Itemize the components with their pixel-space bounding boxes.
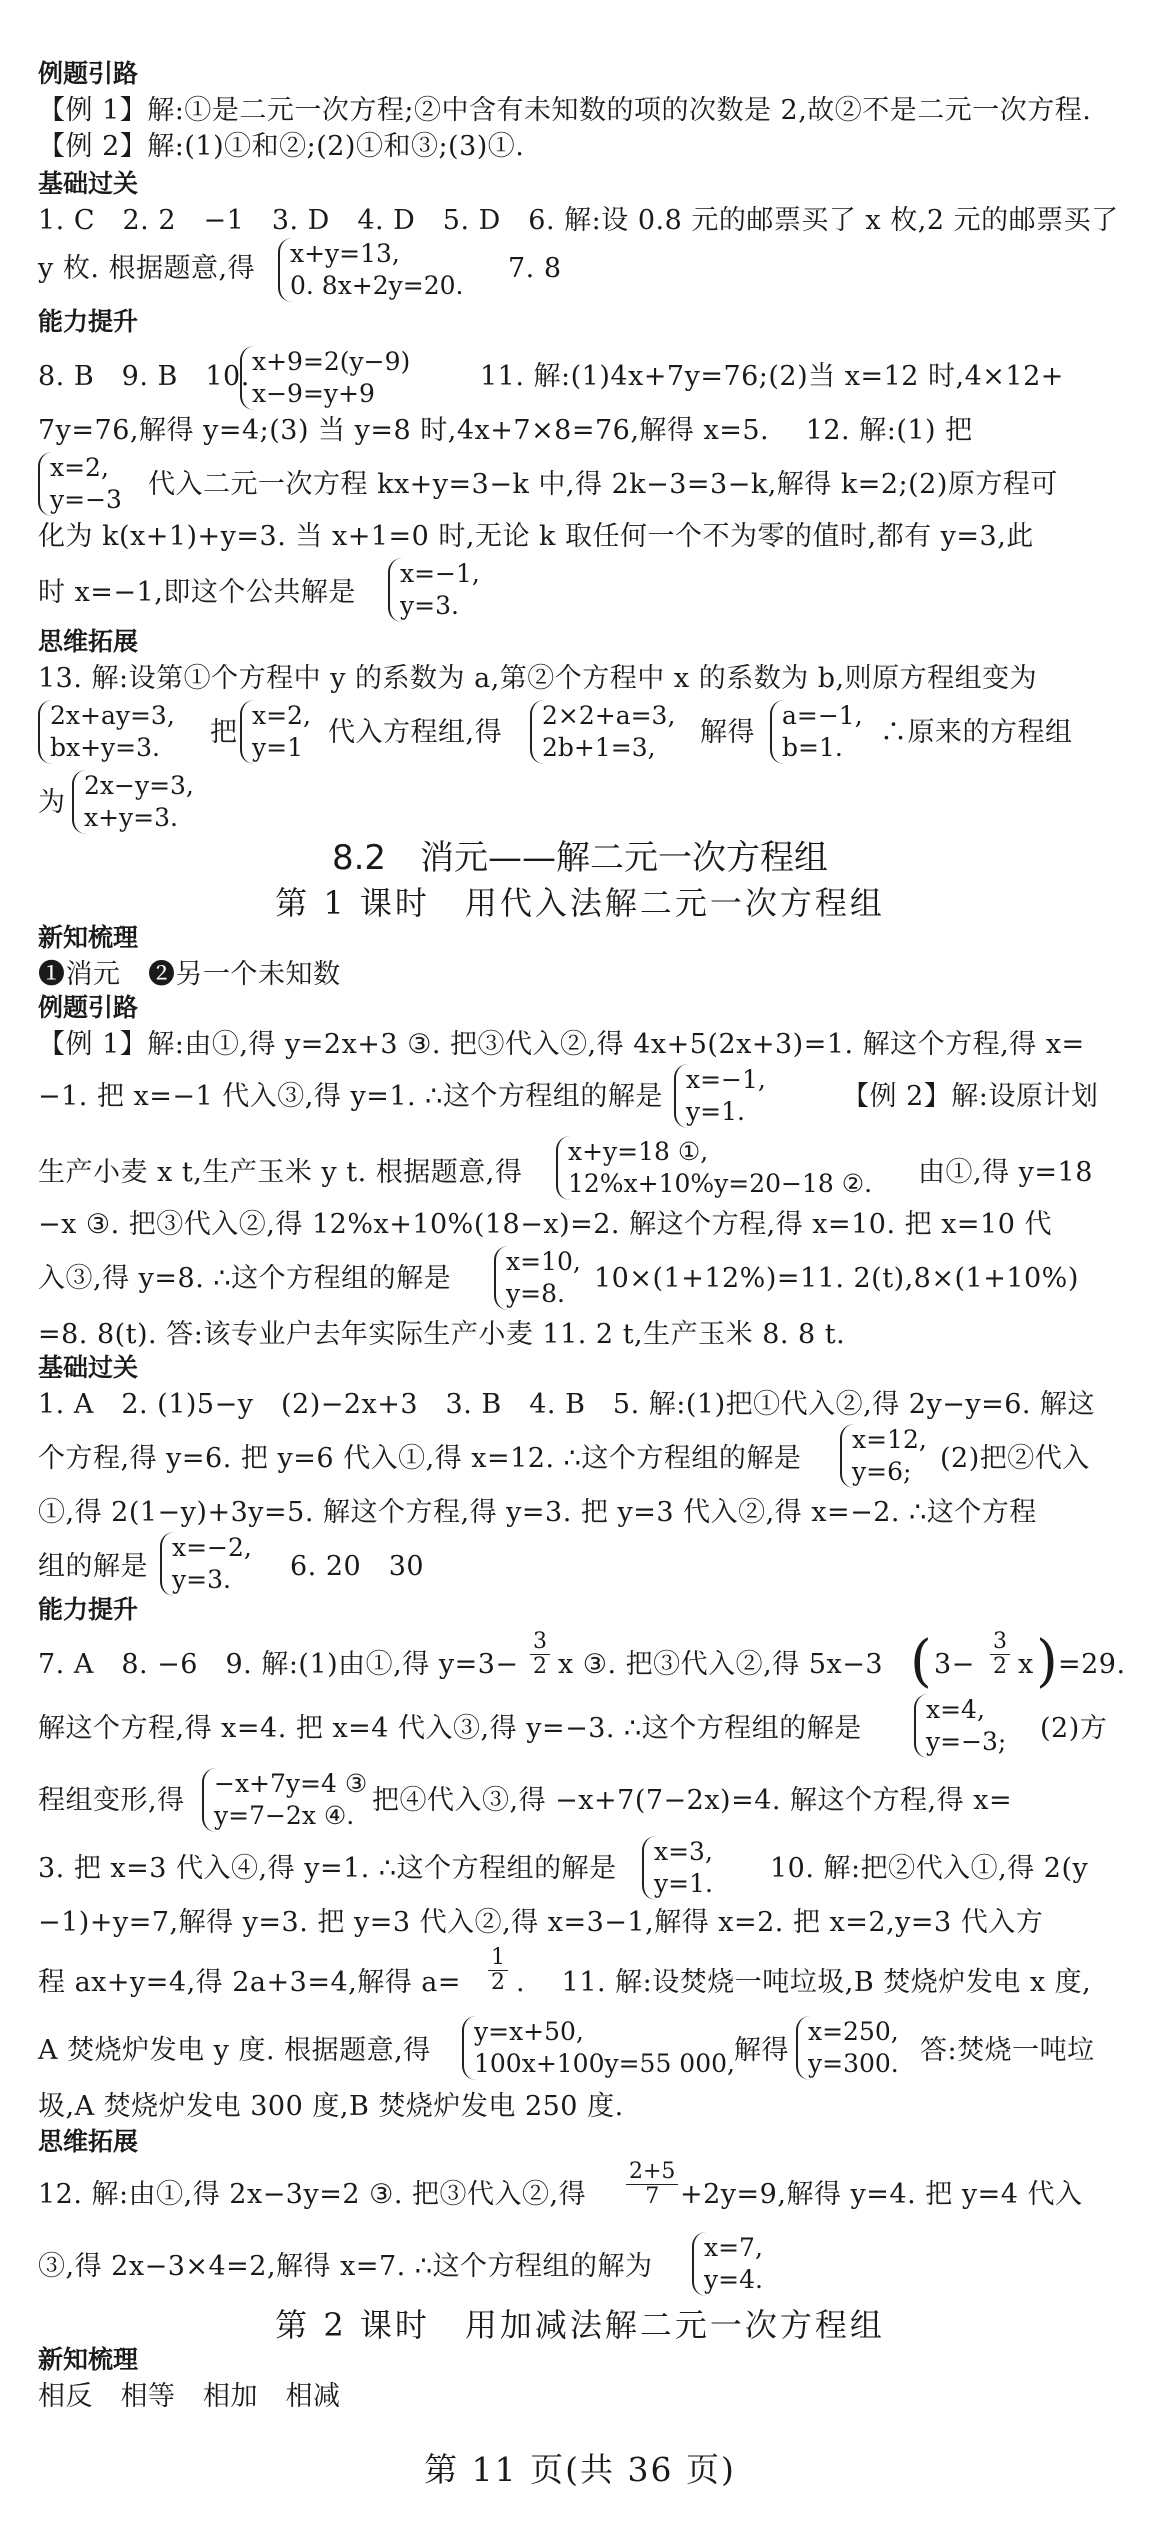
answer-line: 10. 解:把②代入①,得 2(y (770, 1853, 1089, 1884)
answer-line: 【例 1】解:①是二元一次方程;②中含有未知数的项的次数是 2,故②不是二元一次方程. (38, 95, 1092, 126)
answer-line: y 枚. 根据题意,得 (38, 253, 256, 284)
fraction: $\frac{1}{2}$ (488, 1946, 508, 1995)
section-heading: 基础过关 (38, 169, 139, 198)
answer-line: 【例 2】解:(1)①和②;(2)①和③;(3)①. (38, 131, 525, 162)
equation-system: 2×2+a=3, 2b+1=3, (530, 700, 675, 764)
equation-system: x=10, y=8. (494, 1246, 581, 1310)
answer-line: −1)+y=7,解得 y=3. 把 y=3 代入②,得 x=3−1,解得 x=2. 把 x=2,y=3 代入方 (38, 1907, 1044, 1938)
answer-line: 7y=76,解得 y=4;(3) 当 y=8 时,4x+7×8=76,解得 x=5. 12. 解:(1) 把 (38, 415, 973, 446)
answer-line: 答:焚烧一吨垃 (920, 2035, 1095, 2066)
section-title: 8.2 消元——解二元一次方程组 (331, 838, 829, 878)
equation-system: x=4, y=−3; (914, 1694, 1006, 1758)
answer-line: ❶消元 ❷另一个未知数 (38, 959, 341, 990)
answer-line: 个方程,得 y=6. 把 y=6 代入①,得 x=12. ∴这个方程组的解是 (38, 1443, 802, 1474)
answer-line: 组的解是 (38, 1551, 148, 1582)
answer-line: 10×(1+12%)=11. 2(t),8×(1+10%) (594, 1263, 1079, 1294)
answer-line: ∴原来的方程组 (880, 717, 1073, 748)
equation-system: x=3, y=1. (642, 1836, 713, 1900)
lesson-title: 第 1 课时 用代入法解二元一次方程组 (275, 884, 885, 922)
right-paren: ) (1036, 1629, 1058, 1694)
answer-line: 【例 1】解:由①,得 y=2x+3 ③. 把③代入②,得 4x+5(2x+3)=1. 解这个方程,得 x= (38, 1029, 1085, 1060)
answer-line: 3. 把 x=3 代入④,得 y=1. ∴这个方程组的解是 (38, 1853, 617, 1884)
answer-line: 11. 解:(1)4x+7y=76;(2)当 x=12 时,4×12+ (480, 361, 1064, 392)
equation-system: a=−1, b=1. (770, 700, 863, 764)
equation-system: x=−1, y=3. (388, 558, 480, 622)
answer-line: x (1018, 1649, 1034, 1680)
section-heading: 思维拓展 (38, 2127, 139, 2156)
answer-line: 【例 2】解:设原计划 (842, 1081, 1099, 1112)
page-footer: 第 11 页(共 36 页) (424, 2450, 736, 2489)
answer-line: 时 x=−1,即这个公共解是 (38, 577, 356, 608)
answer-line: 解这个方程,得 x=4. 把 x=4 代入③,得 y=−3. ∴这个方程组的解是 (38, 1713, 862, 1744)
answer-line: 相反 相等 相加 相减 (38, 2381, 341, 2412)
equation-system: 2x−y=3, x+y=3. (72, 770, 194, 834)
answer-line: 13. 解:设第①个方程中 y 的系数为 a,第②个方程中 x 的系数为 b,则原方程组变为 (38, 663, 1038, 694)
answer-line: 为 (38, 787, 66, 818)
answer-line: 代入二元一次方程 kx+y=3−k 中,得 2k−3=3−k,解得 k=2;(2)原方程可 (148, 469, 1058, 500)
section-heading: 基础过关 (38, 1353, 139, 1382)
fraction: $\frac{3}{2}$ (990, 1630, 1010, 1679)
equation-system: −x+7y=4 ③ y=7−2x ④. (202, 1768, 367, 1832)
answer-line: (2)方 (1040, 1713, 1108, 1744)
answer-line: =8. 8(t). 答:该专业户去年实际生产小麦 11. 2 t,生产玉米 8. 8 t. (38, 1319, 846, 1350)
left-paren: ( (910, 1629, 932, 1694)
answer-line: 7. 8 (508, 253, 562, 284)
answer-line: +2y=9,解得 y=4. 把 y=4 代入 (680, 2179, 1083, 2210)
answer-line: 生产小麦 x t,生产玉米 y t. 根据题意,得 (38, 1157, 523, 1188)
answer-line: 圾,A 焚烧炉发电 300 度,B 焚烧炉发电 250 度. (38, 2091, 624, 2122)
equation-system: x=−1, y=1. (674, 1064, 766, 1128)
answer-line: 1. A 2. (1)5−y (2)−2x+3 3. B 4. B 5. 解:(1)把①代入②,得 2y−y=6. 解这 (38, 1389, 1096, 1420)
fraction: $\frac{3}{2}$ (530, 1630, 550, 1679)
answer-line: . 11. 解:设焚烧一吨垃圾,B 焚烧炉发电 x 度, (516, 1967, 1092, 1998)
equation-system: x=250, y=300. (796, 2016, 899, 2080)
equation-system: x=2, y=−3 (38, 452, 122, 516)
answer-line: 12. 解:由①,得 2x−3y=2 ③. 把③代入②,得 (38, 2179, 587, 2210)
answer-line: 由①,得 y=18 (918, 1157, 1093, 1188)
equation-system: x+9=2(y−9) x−9=y+9 (240, 346, 410, 410)
answer-line: A 焚烧炉发电 y 度. 根据题意,得 (38, 2035, 431, 2066)
answer-line: 把④代入③,得 −x+7(7−2x)=4. 解这个方程,得 x= (372, 1785, 1013, 1816)
answer-line: 1. C 2. 2 −1 3. D 4. D 5. D 6. 解:设 0.8 元的邮票买了 x 枚,2 元的邮票买了 (38, 205, 1119, 236)
answer-line: 把 (210, 717, 238, 748)
equation-system: x=12, y=6; (840, 1424, 927, 1488)
answer-line: 程组变形,得 (38, 1785, 185, 1816)
lesson-title: 第 2 课时 用加减法解二元一次方程组 (275, 2306, 885, 2344)
answer-line: 化为 k(x+1)+y=3. 当 x+1=0 时,无论 k 取任何一个不为零的值时,都有 y=3,此 (38, 521, 1034, 552)
equation-system: y=x+50, 100x+100y=55 000, (462, 2016, 735, 2080)
answer-line: ③,得 2x−3×4=2,解得 x=7. ∴这个方程组的解为 (38, 2251, 653, 2282)
section-heading: 新知梳理 (38, 923, 139, 952)
answer-line: −1. 把 x=−1 代入③,得 y=1. ∴这个方程组的解是 (38, 1081, 663, 1112)
section-heading: 新知梳理 (38, 2345, 139, 2374)
answer-line: 6. 20 30 (290, 1551, 425, 1582)
equation-system: x+y=18 ①, 12%x+10%y=20−18 ②. (556, 1136, 872, 1200)
equation-system: x=−2, y=3. (160, 1532, 252, 1596)
answer-line: 3− (934, 1649, 975, 1680)
answer-line: ①,得 2(1−y)+3y=5. 解这个方程,得 y=3. 把 y=3 代入②,得 x=−2. ∴这个方程 (38, 1497, 1037, 1528)
section-heading: 能力提升 (38, 1595, 139, 1624)
equation-system: x=2, y=1 (240, 700, 311, 764)
section-heading: 能力提升 (38, 307, 139, 336)
equation-system: x+y=13, 0. 8x+2y=20. (278, 238, 464, 302)
section-heading: 例题引路 (38, 59, 139, 88)
section-heading: 例题引路 (38, 993, 139, 1022)
answer-line: 7. A 8. −6 9. 解:(1)由①,得 y=3− (38, 1649, 519, 1680)
answer-line: 程 ax+y=4,得 2a+3=4,解得 a= (38, 1967, 462, 1998)
answer-line: 8. B 9. B 10. (38, 361, 250, 392)
equation-system: x=7, y=4. (692, 2232, 763, 2296)
fraction: $\frac{2+5}{7}$ (626, 2160, 678, 2209)
answer-line: x ③. 把③代入②,得 5x−3 (558, 1649, 884, 1680)
section-heading: 思维拓展 (38, 627, 139, 656)
answer-line: 解得 (700, 717, 755, 748)
answer-line: −x ③. 把③代入②,得 12%x+10%(18−x)=2. 解这个方程,得 x=10. 把 x=10 代 (38, 1209, 1052, 1240)
answer-line: 解得 (734, 2035, 789, 2066)
answer-line: =29. (1058, 1649, 1126, 1680)
answer-line: (2)把②代入 (940, 1443, 1090, 1474)
equation-system: 2x+ay=3, bx+y=3. (38, 700, 175, 764)
answer-line: 入③,得 y=8. ∴这个方程组的解是 (38, 1263, 452, 1294)
answer-line: 代入方程组,得 (328, 717, 503, 748)
